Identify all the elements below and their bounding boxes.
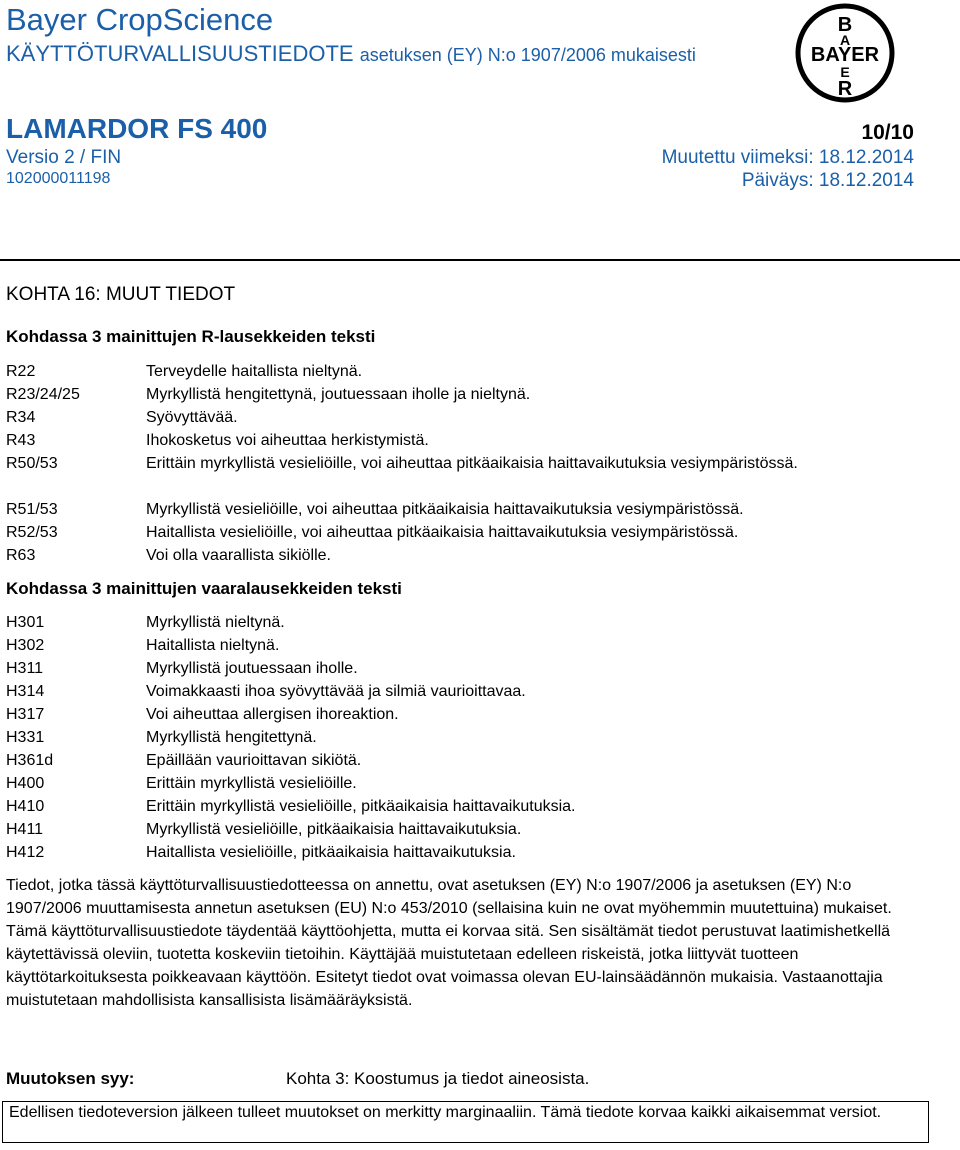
page-number: 10/10 [861,121,914,144]
info-paragraphs [6,874,906,1012]
logo-letter-r: R [837,78,853,100]
h-code: H314 [6,683,45,700]
h-code: H412 [6,844,45,861]
regulation-paragraph: Tiedot, jotka tässä käyttöturvallisuustiedotteessa on annettu, ovat asetuksen (EY) N:o 1907/2006 ja asetuksen (EY) N:o 1907/2006 muuttamisesta annetun asetuksen (EU) N:o 453/2010 (sellaisina kuin ne ovat myöhemmin muutettuina) mukaiset. [6,877,892,917]
h-text: Myrkyllistä hengitettynä. [146,729,317,746]
h-text: Epäillään vaurioittavan sikiötä. [146,752,362,769]
change-reason-label: Muutoksen syy: [6,1069,135,1088]
h-code: H400 [6,775,45,792]
logo-letter-b: B [837,14,853,36]
r-text: Erittäin myrkyllistä vesieliöille, voi aiheuttaa pitkäaikaisia haittavaikutuksia vesiympäristössä. [146,455,798,472]
h-code: H410 [6,798,45,815]
h-text: Erittäin myrkyllistä vesieliöille. [146,775,357,792]
h-phrases-heading: Kohdassa 3 mainittujen vaaralausekkeiden teksti [6,579,402,598]
h-code: H411 [6,821,44,838]
document-title [6,41,696,67]
document-title-main: KÄYTTÖTURVALLISUUSTIEDOTE [6,41,354,66]
h-text: Haitallista nieltynä. [146,637,280,654]
logo-word: BAYER [810,44,880,66]
r-code: R52/53 [6,524,58,541]
r-text: Myrkyllistä hengitettynä, joutuessaan iholle ja nieltynä. [146,386,531,403]
r-text: Ihokosketus voi aiheuttaa herkistymistä. [146,432,429,449]
h-text: Myrkyllistä nieltynä. [146,614,285,631]
r-code: R23/24/25 [6,386,80,403]
h-code: H361d [6,752,54,769]
h-text: Erittäin myrkyllistä vesieliöille, pitkäaikaisia haittavaikutuksia. [146,798,576,815]
r-code: R22 [6,363,36,380]
h-text: Voimakkaasti ihoa syövyttävää ja silmiä vaurioittavaa. [146,683,526,700]
h-text: Haitallista vesieliöille, pitkäaikaisia haittavaikutuksia. [146,844,516,861]
section-title: KOHTA 16: MUUT TIEDOT [6,284,236,305]
h-text: Myrkyllistä vesieliöille, pitkäaikaisia haittavaikutuksia. [146,821,522,838]
h-code: H301 [6,614,45,631]
h-text: Voi aiheuttaa allergisen ihoreaktion. [146,706,399,723]
document-code: 102000011198 [6,170,111,187]
h-code: H302 [6,637,45,654]
product-name: LAMARDOR FS 400 [6,113,268,144]
h-code: H311 [6,660,44,677]
modified-date: Muutettu viimeksi: 18.12.2014 [661,147,914,168]
change-reason-text: Kohta 3: Koostumus ja tiedot aineosista. [286,1069,590,1088]
r-code: R50/53 [6,455,58,472]
r-text: Terveydelle haitallista nieltynä. [146,363,363,380]
version-label: Versio 2 / FIN [6,147,122,168]
bayer-cross-logo [794,2,896,104]
r-text: Myrkyllistä vesieliöille, voi aiheuttaa pitkäaikaisia haittavaikutuksia vesiympäristössä. [146,501,744,518]
company-name: Bayer CropScience [6,2,274,37]
r-text: Haitallista vesieliöille, voi aiheuttaa pitkäaikaisia haittavaikutuksia vesiympäristössä. [146,524,739,541]
r-code: R34 [6,409,36,426]
logo-letter-e: E [840,64,850,80]
regulation-reference: asetuksen (EY) N:o 1907/2006 mukaisesti [359,45,696,65]
revision-note-text: Edellisen tiedoteversion jälkeen tulleet muutokset on merkitty marginaaliin. Tämä tiedote korvaa kaikki aikaisemmat versiot. [9,1104,882,1121]
r-code: R43 [6,432,36,449]
h-code: H317 [6,706,45,723]
logo-letter-a: A [839,32,851,48]
revision-note-box [2,1101,929,1143]
r-text: Voi olla vaarallista sikiölle. [146,547,331,564]
r-code: R63 [6,547,36,564]
print-date: Päiväys: 18.12.2014 [741,170,914,191]
h-code: H331 [6,729,45,746]
r-code: R51/53 [6,501,58,518]
r-phrases-heading: Kohdassa 3 mainittujen R-lausekkeiden teksti [6,327,376,346]
header-divider [0,259,960,261]
r-text: Syövyttävää. [146,409,238,426]
disclaimer-paragraph: Tämä käyttöturvallisuustiedote täydentää käyttöohjetta, mutta ei korvaa sitä. Sen sisältämät tiedot perustuvat laatimishetkellä käytettävissä oleviin, tuotetta koskeviin tietoihin. Käyttäjää muistutetaan edelleen riskeistä, jotka liittyvät tuotteen käyttötarkoituksesta poikkeavaan käyttöön. Esitetyt tiedot ovat voimassa olevan EU-lainsäädännön mukaisia. Vastaanottajia muistutetaan mahdollisista kansallisista lisämääräyksistä. [6,923,891,1009]
h-text: Myrkyllistä joutuessaan iholle. [146,660,358,677]
